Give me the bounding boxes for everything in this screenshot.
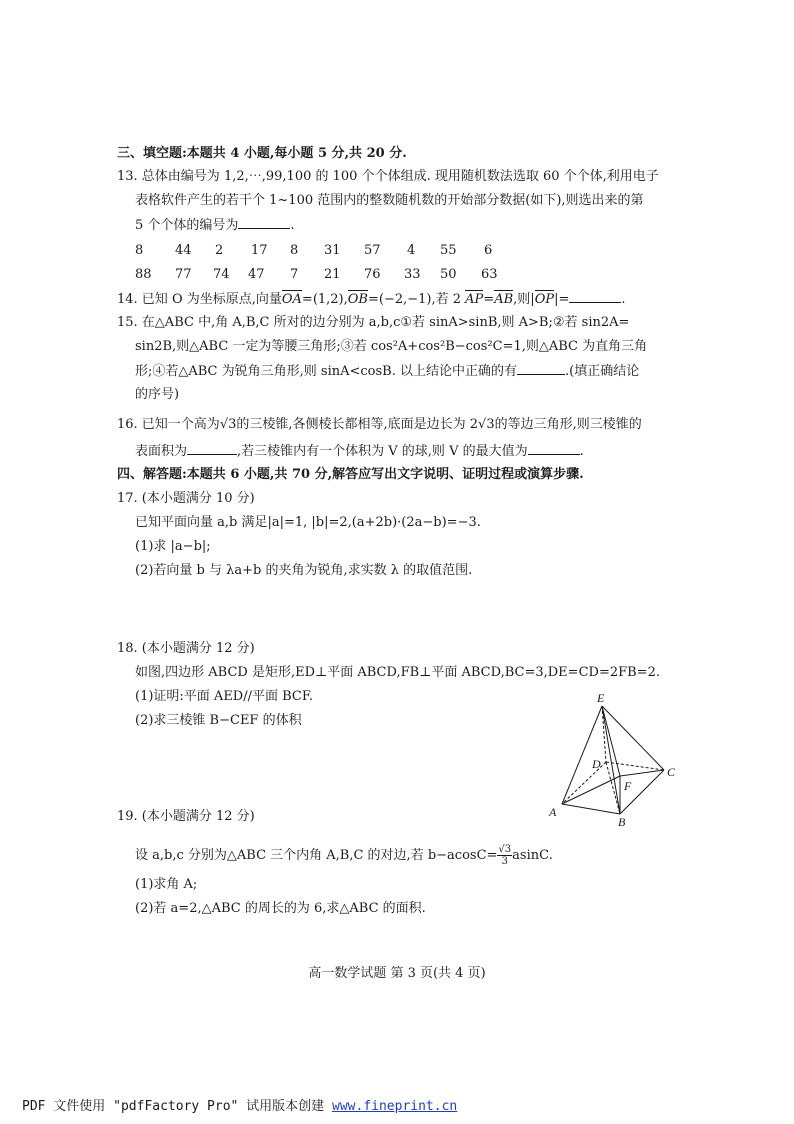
random-number: 57 (364, 243, 381, 258)
label-c: C (667, 765, 676, 779)
edge-af (562, 776, 620, 804)
q17-line1: 已知平面向量 a,b 满足|a|=1, |b|=2,(a+2b)·(2a−b)=−3. (135, 515, 481, 530)
q18-title: 18. (本小题满分 12 分) (117, 641, 255, 656)
random-number: 8 (135, 243, 144, 258)
q13-answer-blank (238, 216, 290, 229)
edge-fc (620, 770, 664, 776)
q19-line1 (135, 844, 553, 868)
q14-line (117, 290, 626, 309)
vector-ab: AB (494, 292, 514, 307)
edge-ab (562, 804, 620, 814)
label-a: A (549, 805, 557, 819)
random-number: 33 (404, 267, 421, 282)
random-number: 31 (324, 243, 341, 258)
random-number: 88 (135, 267, 152, 282)
q16-line1-post: 的等边三角形,则三棱锥的 (494, 417, 642, 432)
random-number: 63 (481, 267, 498, 282)
q17-title: 17. (本小题满分 10 分) (117, 491, 255, 506)
q16-line1-pre: 16. 已知一个高为 (117, 417, 220, 432)
section3-header: 三、填空题:本题共 4 小题,每小题 5 分,共 20 分. (117, 146, 407, 161)
q18-part2: (2)求三棱锥 B−CEF 的体积 (135, 713, 302, 728)
q18-line1: 如图,四边形 ABCD 是矩形,ED⊥平面 ABCD,FB⊥平面 ABCD,BC=3,DE=CD=2FB=2. (135, 665, 660, 680)
q17-part1: (1)求 |a−b|; (135, 539, 211, 554)
random-number: 6 (484, 243, 493, 258)
random-number: 44 (175, 243, 192, 258)
pdf-creator-note (22, 1095, 457, 1114)
q13-line3 (135, 216, 295, 235)
q13-line3-post: . (290, 218, 295, 233)
q15-line3-pre: 形;④若△ABC 为锐角三角形,则 sinA<cosB. 以上结论中正确的有 (135, 364, 517, 379)
q19-line1-pre: 设 a,b,c 分别为△ABC 三个内角 A,B,C 的对边,若 b−acosC= (135, 848, 498, 863)
random-number: 17 (251, 243, 268, 258)
q15-line3-post: .(填正确结论 (564, 364, 640, 379)
q14-answer-blank (569, 290, 621, 303)
vector-oa: OA (281, 292, 302, 307)
q19-part2: (2)若 a=2,△ABC 的周长的为 6,求△ABC 的面积. (135, 901, 426, 916)
random-number-row-2 (135, 266, 695, 284)
q14-oa-value: =(1,2), (301, 292, 348, 307)
edge-ea (562, 706, 602, 804)
q17-part2: (2)若向量 b 与 λa+b 的夹角为锐角,求实数 λ 的取值范围. (135, 563, 473, 578)
q14-tail: . (621, 292, 626, 307)
q13-line3-pre: 5 个个体的编号为 (135, 218, 239, 233)
fraction-sqrt3-over-3 (497, 844, 512, 867)
q16-line1-mid: 的三棱锥,各侧棱长都相等,底面是边长为 2 (236, 417, 479, 432)
q16-line2-pre: 表面积为 (135, 444, 188, 459)
q15-line3 (135, 362, 639, 381)
q19-line1-post: asinC. (512, 848, 553, 863)
random-number: 50 (440, 267, 457, 282)
q16-blank-area (187, 442, 237, 455)
vector-ap: AP (465, 292, 484, 307)
q16-line2 (135, 442, 584, 461)
fraction-denominator: 3 (501, 856, 508, 867)
label-d: D (592, 757, 601, 771)
q19-title: 19. (本小题满分 12 分) (117, 809, 255, 824)
random-number: 21 (324, 267, 341, 282)
q14-pre: 14. 已知 O 为坐标原点,向量 (117, 292, 282, 307)
q16-blank-volume (528, 442, 580, 455)
q13-line1: 13. 总体由编号为 1,2,⋯,99,100 的 100 个个体组成. 现用随机数法选取 60 个个体,利用电子 (117, 169, 659, 184)
section4-header: 四、解答题:本题共 6 小题,共 70 分,解答应写出文字说明、证明过程或演算步骤. (117, 467, 584, 482)
q15-answer-blank (517, 362, 565, 375)
q14-then: ,则| (513, 292, 535, 307)
random-number: 77 (175, 267, 192, 282)
q15-line4: 的序号) (135, 387, 180, 402)
label-b: B (618, 815, 626, 829)
random-number-row-1 (135, 242, 695, 260)
fraction-numerator: √3 (498, 844, 512, 855)
q19-part1: (1)求角 A; (135, 877, 198, 892)
q15-line1: 15. 在△ABC 中,角 A,B,C 所对的边分别为 a,b,c①若 sinA>sinB,则 A>B;②若 sin2A= (117, 315, 630, 330)
pyramid-figure (540, 690, 690, 830)
vector-ob: OB (347, 292, 368, 307)
random-number: 8 (290, 243, 299, 258)
random-number: 47 (248, 267, 265, 282)
pdf-note-text: PDF 文件使用 "pdfFactory Pro" 试用版本创建 (22, 1099, 333, 1114)
q16-line2-mid: ,若三棱锥内有一个体积为 V 的球,则 V 的最大值为 (237, 444, 528, 459)
random-number: 74 (213, 267, 230, 282)
q16-line1 (117, 416, 642, 434)
random-number: 55 (440, 243, 457, 258)
fineprint-link[interactable]: www.fineprint.cn (332, 1099, 458, 1114)
random-number: 76 (364, 267, 381, 282)
q15-line2: sin2B,则△ABC 一定为等腰三角形;③若 cos²A+cos²B−cos²C=1,则△ABC 为直角三角 (135, 339, 648, 354)
random-number: 7 (290, 267, 299, 282)
random-number: 4 (407, 243, 416, 258)
q13-line2: 表格软件产生的若干个 1~100 范围内的整数随机数的开始部分数据(如下),则选出来的第 (135, 193, 644, 208)
sqrt3: √3 (478, 417, 495, 432)
q16-line2-post: . (579, 444, 584, 459)
random-number: 2 (215, 243, 224, 258)
label-f: F (624, 779, 632, 793)
page-footer: 高一数学试题 第 3 页(共 4 页) (308, 966, 486, 981)
q14-ob-value: =(−2,−1),若 2 (367, 292, 462, 307)
sqrt3: √3 (219, 417, 237, 432)
edge-dc-hidden (606, 762, 664, 770)
vector-op: OP (534, 292, 555, 307)
q14-equals: = (483, 292, 495, 307)
q14-end: |= (554, 292, 570, 307)
q18-part1: (1)证明:平面 AED//平面 BCF. (135, 689, 313, 704)
label-e: E (597, 691, 605, 705)
